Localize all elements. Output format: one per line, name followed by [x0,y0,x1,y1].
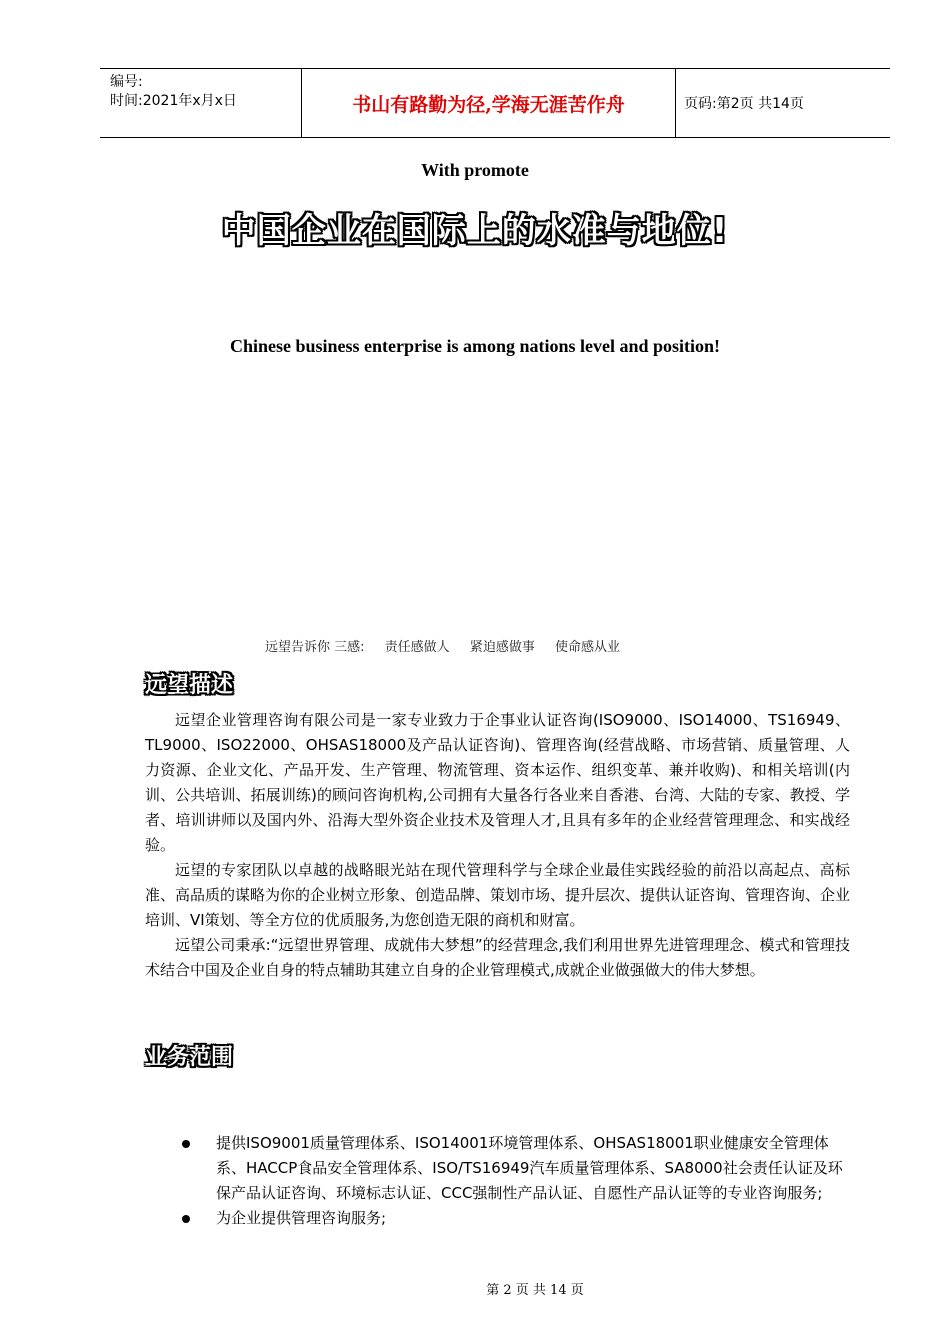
main-title: 中国企业在国际上的水准与地位! [221,211,729,251]
page-footer: 第 2 页 共 14 页 [486,1283,584,1298]
page-label: 页码:第2页 共14页 [684,96,804,112]
section-title-description: 远望描述 [145,673,234,698]
time-label: 时间:2021年x月x日 [110,93,237,109]
list-item-text: 提供ISO9001质量管理体系、ISO14001环境管理体系、OHSAS18001职业健康安全管理体系、HACCP食品安全管理体系、ISO/TS16949汽车质量管理体系、SA8000社会责任认证及环保产品认证咨询、环境标志认证、CCC强制性产品认证、自愿性产品认证等的专业咨询服务; [216,1134,843,1202]
list-item [180,1131,850,1206]
list-item [180,1206,850,1231]
description-body [145,708,850,983]
slogan-item-mission: 使命感从业 [554,640,620,655]
with-promote-heading: With promote [421,160,529,180]
slogan-intro: 远望告诉你 三感: [265,640,365,655]
business-scope-list [180,1131,850,1231]
bullet-icon [182,1215,190,1223]
header-motto-cell [302,69,676,137]
paragraph: 远望公司秉承:“远望世界管理、成就伟大梦想”的经营理念,我们利用世界先进管理理念、模式和管理技术结合中国及企业自身的特点辅助其建立自身的企业管理模式,成就企业做强做大的伟大梦想。 [145,936,850,979]
slogan-item-responsibility: 责任感做人 [384,640,450,655]
code-label: 编号: [110,74,143,90]
section-title-business-scope: 业务范围 [145,1045,234,1070]
english-subtitle: Chinese business enterprise is among nations level and position! [229,336,721,356]
bullet-icon [182,1140,190,1148]
header-table [100,68,890,138]
list-item-text: 为企业提供管理咨询服务; [216,1209,387,1227]
paragraph: 远望企业管理咨询有限公司是一家专业致力于企事业认证咨询(ISO9000、ISO14000、TS16949、TL9000、ISO22000、OHSAS18000及产品认证咨询)、管理咨询(经营战略、市场营销、质量管理、人力资源、企业文化、产品开发、生产管理、物流管理、资本运作、组织变革、兼并收购)、和相关培训(内训、公共培训、拓展训练)的顾问咨询机构,公司拥有大量各行各业来自香港、台湾、大陆的专家、教授、学者、培训讲师以及国内外、沿海大型外资企业技术及管理人才,且具有多年的企业经营管理理念、和实战经验。 [145,711,850,854]
slogan-line [265,636,636,655]
paragraph: 远望的专家团队以卓越的战略眼光站在现代管理科学与全球企业最佳实践经验的前沿以高起点、高标准、高品质的谋略为你的企业树立形象、创造品牌、策划市场、提升层次、提供认证咨询、管理咨询、企业培训、VI策划、等全方位的优质服务,为您创造无限的商机和财富。 [145,861,851,929]
header-motto: 书山有路勤为径,学海无涯苦作舟 [352,93,625,116]
slogan-item-urgency: 紧迫感做事 [469,640,535,655]
header-left-cell [100,69,302,137]
